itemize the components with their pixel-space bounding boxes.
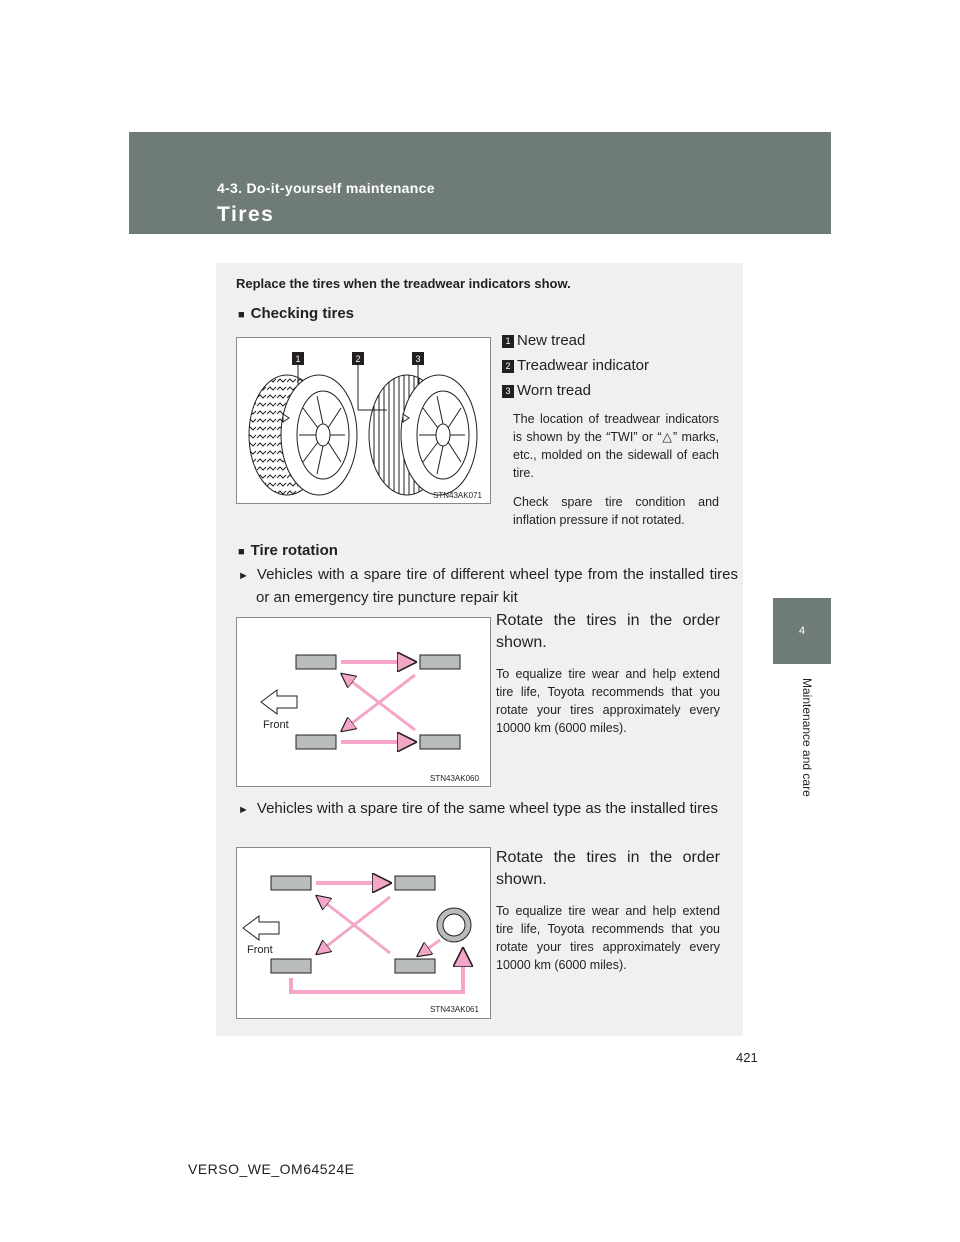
triangle-bullet-icon: ► [238, 804, 249, 816]
legend-worn-tread: 3 Worn tread [502, 382, 591, 399]
rotation-arrow [419, 940, 440, 955]
legend-new-tread: 1 New tread [502, 332, 585, 349]
chapter-label: Maintenance and care [800, 678, 814, 797]
rotation-heading: ■ Tire rotation [238, 542, 338, 559]
marker-2-icon: 2 [502, 360, 514, 373]
spare-note: Check spare tire condition and inflation pressure if not rotated. [513, 495, 719, 527]
chapter-tab[interactable] [773, 598, 831, 664]
document-code: VERSO_WE_OM64524E [188, 1161, 355, 1177]
page-number: 421 [736, 1050, 758, 1065]
svg-text:3: 3 [415, 354, 421, 364]
header-band [129, 132, 831, 234]
tire-rear-right [420, 735, 460, 749]
case1-instruction: Rotate the tires in the order shown. [496, 612, 720, 651]
marker-3-icon [412, 352, 424, 365]
tire-rear-left [296, 735, 336, 749]
square-bullet-icon: ■ [238, 309, 245, 321]
triangle-bullet-icon: ► [238, 570, 249, 582]
front-label: Front [247, 944, 273, 956]
front-arrow-icon [261, 690, 297, 714]
tire-rear-left [271, 959, 311, 973]
rotation-diagram-1 [237, 618, 490, 786]
marker-1-icon [292, 352, 304, 365]
figure-code: STN43AK060 [430, 774, 479, 783]
twi-note: The location of treadwear indicators is shown by the “TWI” or “△” marks, etc., molded on the sidewall of each tire. [513, 412, 719, 480]
figure-code: STN43AK061 [430, 1005, 479, 1014]
rotation-figure-2 [236, 847, 491, 1019]
tire-rear-right [395, 959, 435, 973]
square-bullet-icon: ■ [238, 546, 245, 558]
marker-2-icon [352, 352, 364, 365]
svg-text:1: 1 [295, 354, 301, 364]
tire-front-left [271, 876, 311, 890]
rotation-diagram-2 [237, 848, 490, 1018]
intro-text: Replace the tires when the treadwear indicators show. [236, 276, 571, 291]
case2-instruction: Rotate the tires in the order shown. [496, 849, 720, 888]
tread-figure [236, 337, 491, 504]
checking-heading: ■ Checking tires [238, 305, 355, 322]
page-title: Tires [217, 203, 275, 226]
case2-bullet: ► Vehicles with a spare tire of the same wheel type as the installed tires [238, 800, 718, 817]
tire-front-left [296, 655, 336, 669]
figure-code: STN43AK071 [433, 491, 482, 500]
front-arrow-icon [243, 916, 279, 940]
svg-text:2: 2 [355, 354, 361, 364]
rotation-figure-1 [236, 617, 491, 787]
legend-treadwear-indicator: 2 Treadwear indicator [502, 357, 649, 374]
tire-front-right [395, 876, 435, 890]
section-label: 4-3. Do-it-yourself maintenance [217, 180, 435, 196]
marker-1-icon: 1 [502, 335, 514, 348]
worn-tire-icon [369, 375, 477, 495]
case1-bullet: ► Vehicles with a spare tire of different wheel type from the installed tires or an emergency tire puncture repair kit [238, 566, 738, 606]
case1-note: To equalize tire wear and help extend tire life, Toyota recommends that you rotate your tires approximately every 10000 km (6000 miles). [496, 667, 720, 735]
tire-front-right [420, 655, 460, 669]
content-panel [216, 263, 743, 1036]
new-tire-icon [249, 375, 357, 495]
front-label: Front [263, 719, 289, 731]
marker-3-icon: 3 [502, 385, 514, 398]
chapter-number: 4 [798, 625, 806, 637]
rotation-arrow [291, 951, 463, 992]
case2-note: To equalize tire wear and help extend tire life, Toyota recommends that you rotate your tires approximately every 10000 km (6000 miles). [496, 904, 720, 972]
tread-illustration [237, 338, 490, 503]
